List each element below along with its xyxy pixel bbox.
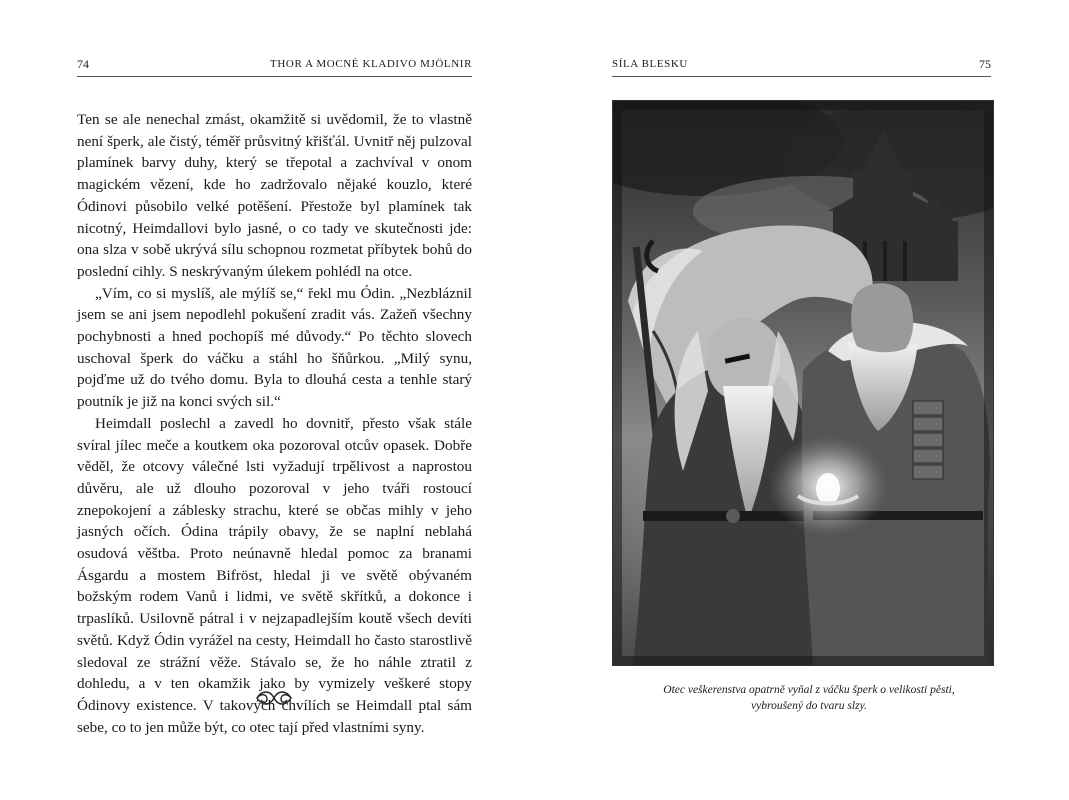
left-page-number: 74 (77, 57, 89, 71)
body-text (77, 109, 472, 738)
illustration-caption: Otec veškerenstva opatrně vyňal z váčku šperk o velikosti pěsti, vybroušený do tvaru slzy. (663, 684, 955, 712)
right-page (534, 0, 1069, 800)
swash-ornament-icon (254, 688, 294, 708)
left-page (0, 0, 534, 800)
illustration-artwork (613, 101, 993, 665)
right-page-number: 75 (979, 57, 991, 71)
right-running-head (612, 58, 991, 77)
paragraph-3: Heimdall poslechl a zavedl ho dovnitř, přesto však stále svíral jílec meče a koutkem oka pozoroval otcův opasek. Dobře věděl, že otcovy válečné lsti vyžadují trpělivost a naprostou důvěru, ale už dlouho pozoroval v jeho tváři rostoucí znepokojení a záblesky strachu, které se občas mihly v jeho jasných očích. Ódina trápily obavy, že se naplní neblahá osudová věštba. Proto neúnavně hledal pomoc za branami Ásgardu a mostem Bifröst, hledal ji ve světě obývaném božským rodem Vanů i lidmi, ve světě skřítků, a dokonce i trpaslíků. Usilovně pátral i v nejzapadlejším koutě všech devíti světů. Když Ódin vyrážel na cesty, Heimdall ho často starostlivě sledoval ze strážní věže. Stávalo se, že ho náhle ztratil z dohledu, a v ten okamžik jako by vymizely veškeré stopy Ódinovy existence. V takových chvílích se Heimdall ptal sám sebe, co to jen může být, co otec tají před vlastními syny. (77, 414, 472, 736)
illustration-odin-and-heimdall (612, 100, 994, 666)
paragraph-2: „Vím, co si myslíš, ale mýlíš se,“ řekl mu Ódin. „Nezbláznil jsem se ani jsem nepodlehl pokušení zradit vás. Zažeň všechny pochybnosti a hned pochopíš mé důvody.“ Po těchto slovech uschoval šperk do váčku a stáhl ho šňůrkou. „Milý synu, pojďme už do tvého domu. Byla to dlouhá cesta a tenhle starý poutník je již na konci svých sil.“ (77, 284, 472, 411)
paragraph-1: Ten se ale nenechal zmást, okamžitě si uvědomil, že to vlastně není šperk, ale čistý, téměř průsvitný křišťál. Uvnitř něj pulzoval plamínek barvy duhy, který se třepotal a zachvíval v onom magickém vězení, kde ho zadržovalo nějaké kouzlo, které Ódinovi působilo velké potěšení. Přestože byl plamínek tak nicotný, Heimdallovi bylo jasné, o co tady ve skutečnosti jde: ona slza v sobě ukrývá sílu schopnou rozmetat příbytek bohů do poslední cihly. S neskrývaným úlekem pohlédl na otce. (77, 111, 472, 280)
left-running-head (77, 58, 472, 77)
right-running-title: SÍLA BLESKU (612, 58, 688, 70)
left-running-title: THOR A MOCNÉ KLADIVO MJÖLNIR (270, 58, 472, 70)
